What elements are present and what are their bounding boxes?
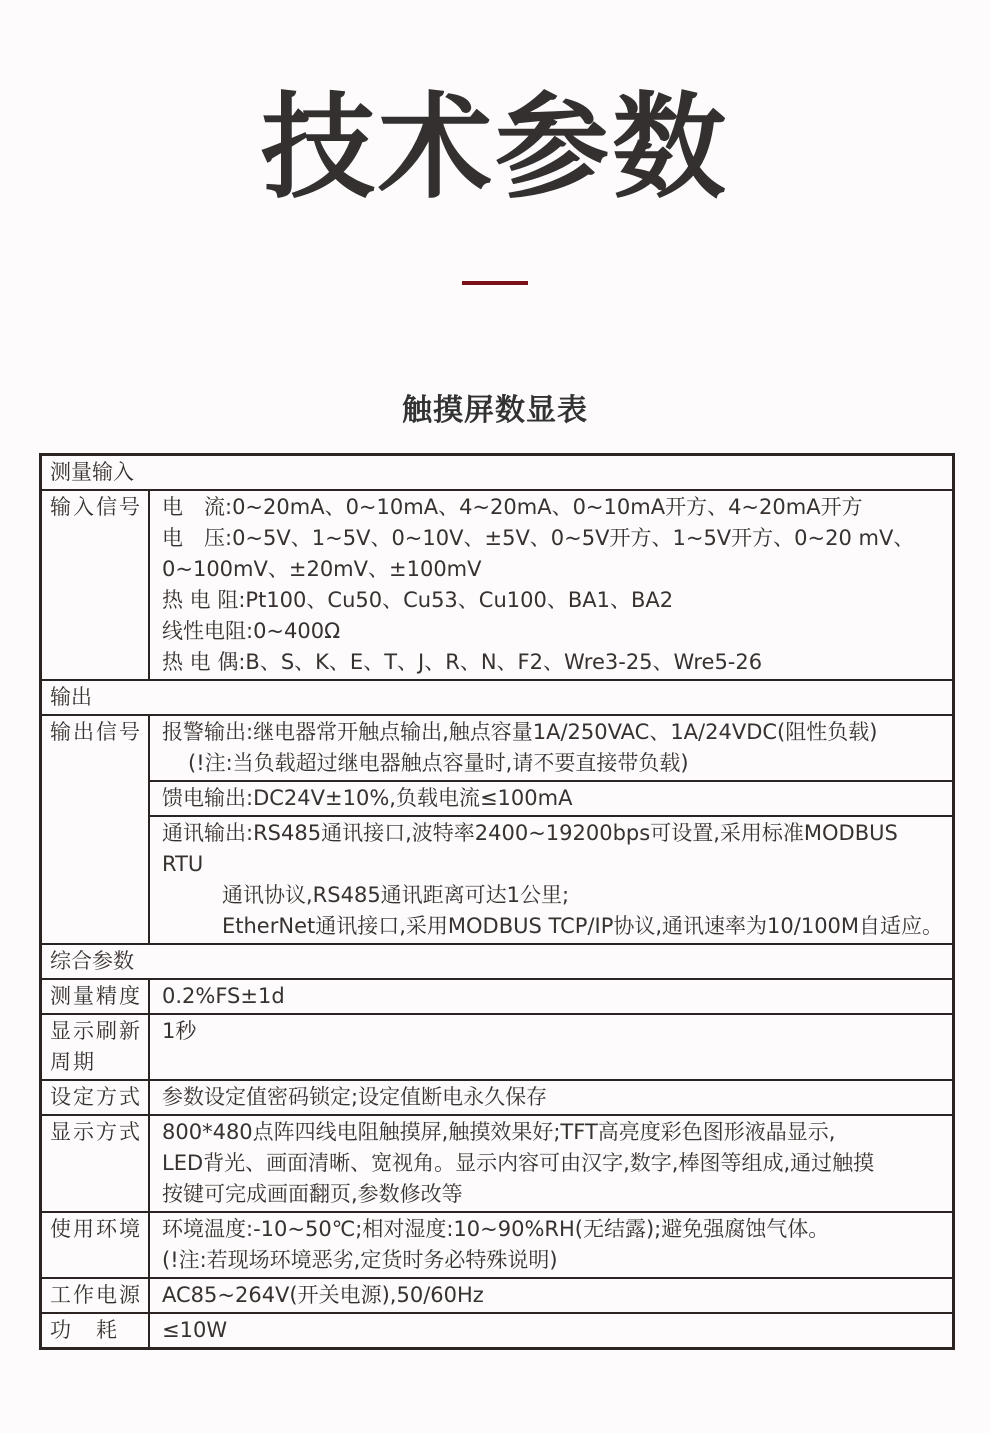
row-label: 显示刷新周期 xyxy=(42,1015,150,1079)
table-subtitle: 触摸屏数显表 xyxy=(402,392,588,428)
value-line xyxy=(150,911,952,942)
row-value xyxy=(150,1081,952,1114)
value-line: 0.2%FS±1d xyxy=(162,983,285,1008)
row-label: 输出信号 xyxy=(42,716,150,943)
row-value xyxy=(150,716,952,943)
row-value xyxy=(150,1314,952,1347)
value-line: 电 流:0~20mA、0~10mA、4~20mA、0~10mA开方、4~20mA开方 xyxy=(162,494,863,519)
value-line: (!注:若现场环境恶劣,定货时务必特殊说明) xyxy=(162,1247,558,1272)
spec-row-output-signal xyxy=(42,714,952,943)
section-label: 输出 xyxy=(50,684,92,709)
row-label: 设定方式 xyxy=(42,1081,150,1114)
spec-row-power-consumption xyxy=(42,1312,952,1347)
value-line: 热 电 偶:B、S、K、E、T、J、R、N、F2、Wre3-25、Wre5-26 xyxy=(162,649,763,674)
subrow-feed-output xyxy=(150,780,952,815)
value-line: 通讯输出:RS485通讯接口,波特率2400~19200bps可设置,采用标准MODBUS RTU xyxy=(162,820,898,876)
title-accent-divider xyxy=(462,281,528,285)
section-label: 综合参数 xyxy=(50,948,134,973)
value-line: 报警输出:继电器常开触点输出,触点容量1A/250VAC、1A/24VDC(阻性负载) xyxy=(162,719,878,744)
spec-row-setting-method xyxy=(42,1079,952,1114)
spec-row-display-method xyxy=(42,1114,952,1211)
row-label: 测量精度 xyxy=(42,980,150,1013)
row-value xyxy=(150,1116,952,1211)
section-label: 测量输入 xyxy=(50,459,134,484)
value-line: AC85~264V(开关电源),50/60Hz xyxy=(162,1282,484,1307)
value-line: 800*480点阵四线电阻触摸屏,触摸效果好;TFT高亮度彩色图形液晶显示, xyxy=(162,1119,836,1144)
row-value xyxy=(150,1213,952,1277)
section-row-general-params xyxy=(42,943,952,978)
row-label: 输入信号 xyxy=(42,491,150,679)
row-label: 显示方式 xyxy=(42,1116,150,1211)
value-line: 馈电输出:DC24V±10%,负载电流≤100mA xyxy=(162,785,573,810)
value-line-text: EtherNet通讯接口,采用MODBUS TCP/IP协议,通讯速率为10/100M自适应。 xyxy=(222,913,944,938)
value-line: 按键可完成画面翻页,参数修改等 xyxy=(162,1181,463,1206)
value-line xyxy=(150,748,952,779)
spec-row-power-supply xyxy=(42,1277,952,1312)
value-line: ≤10W xyxy=(162,1317,228,1342)
value-line: 参数设定值密码锁定;设定值断电永久保存 xyxy=(162,1084,548,1109)
row-value xyxy=(150,980,952,1013)
value-line: 热 电 阻:Pt100、Cu50、Cu53、Cu100、BA1、BA2 xyxy=(162,587,674,612)
row-label: 功 耗 xyxy=(42,1314,150,1347)
spec-row-environment xyxy=(42,1211,952,1277)
value-line: 电 压:0~5V、1~5V、0~10V、±5V、0~5V开方、1~5V开方、0~20 mV、 xyxy=(162,525,915,550)
value-line: 1秒 xyxy=(162,1018,197,1043)
spec-row-accuracy xyxy=(42,978,952,1013)
row-label: 使用环境 xyxy=(42,1213,150,1277)
page-title: 技术参数 xyxy=(260,81,729,214)
row-label: 工作电源 xyxy=(42,1279,150,1312)
section-row-measure-input xyxy=(42,456,952,489)
value-line: 0~100mV、±20mV、±100mV xyxy=(162,556,482,581)
subrow-comm-output xyxy=(150,815,952,943)
spec-row-refresh-period xyxy=(42,1013,952,1079)
subrow-alarm-output xyxy=(150,716,952,780)
section-row-output xyxy=(42,679,952,714)
row-value xyxy=(150,1279,952,1312)
row-value xyxy=(150,491,952,679)
value-line-text: (!注:当负载超过继电器触点容量时,请不要直接带负载) xyxy=(188,750,689,775)
spec-row-input-signal xyxy=(42,489,952,679)
spec-table xyxy=(39,453,955,1350)
value-line: 线性电阻:0~400Ω xyxy=(162,618,341,643)
row-value xyxy=(150,1015,952,1079)
value-line-text: 通讯协议,RS485通讯距离可达1公里; xyxy=(222,882,570,907)
value-line: LED背光、画面清晰、宽视角。显示内容可由汉字,数字,棒图等组成,通过触摸 xyxy=(162,1150,875,1175)
value-line: 环境温度:-10~50℃;相对湿度:10~90%RH(无结露);避免强腐蚀气体。 xyxy=(162,1216,830,1241)
value-line xyxy=(150,880,952,911)
